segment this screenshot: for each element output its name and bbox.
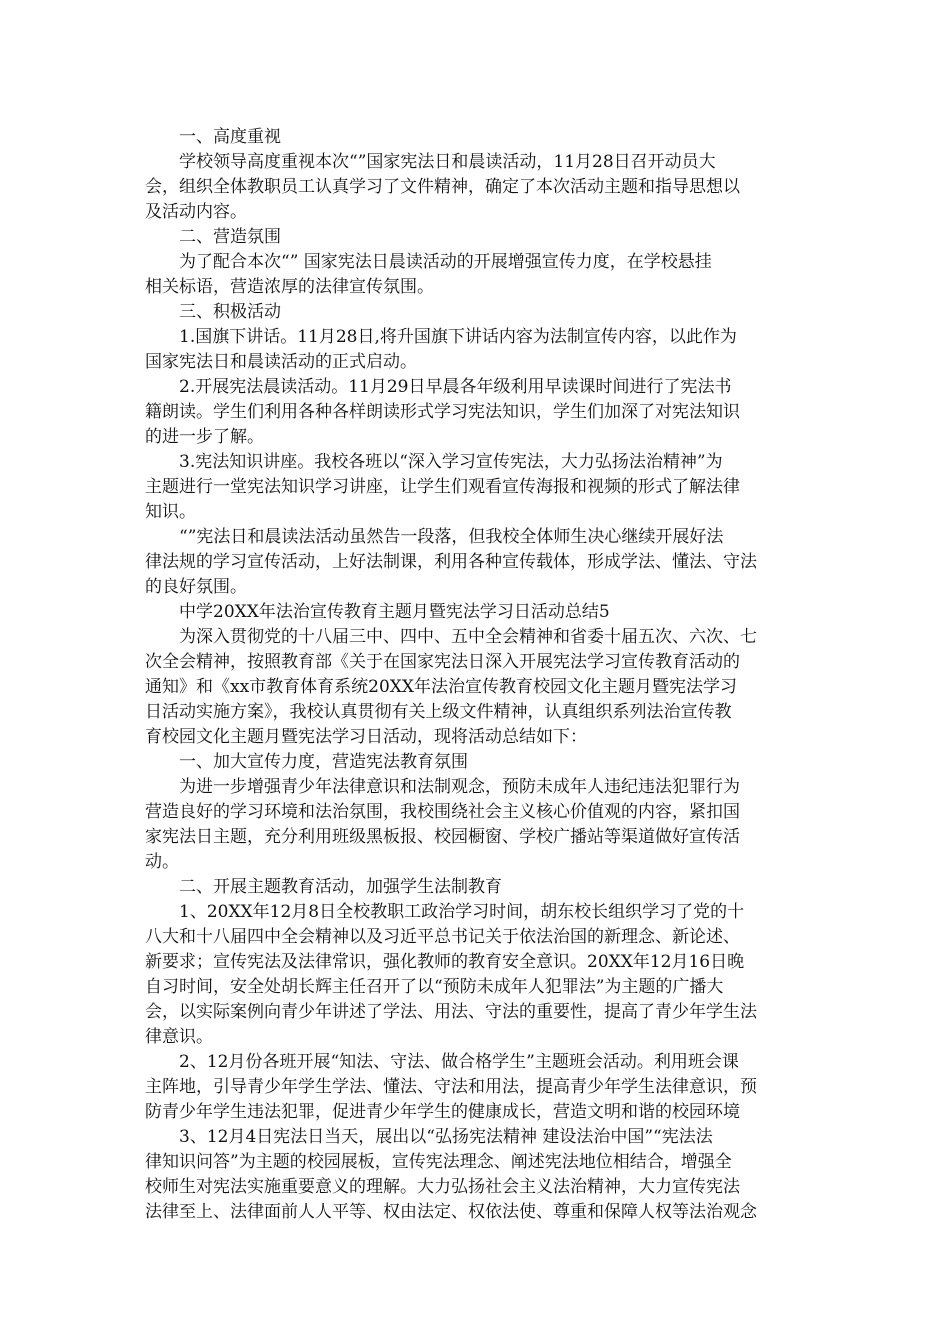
text-line: 次全会精神，按照教育部《关于在国家宪法日深入开展宪法学习宣传教育活动的 <box>145 652 740 672</box>
text-line: 3.宪法知识讲座。我校各班以“深入学习宣传宪法，大力弘扬法治精神”为 <box>179 452 723 472</box>
text-line: 2.开展宪法晨读活动。11月29日早晨各年级利用早读课时间进行了宪法书 <box>179 377 732 397</box>
text-line: 的良好氛围。 <box>145 577 247 597</box>
text-line: 会，组织全体教职员工认真学习了文件精神，确定了本次活动主题和指导思想以 <box>145 177 740 197</box>
text-line: 律知识问答”为主题的校园展板，宣传宪法理念、阐述宪法地位相结合，增强全 <box>145 1152 732 1172</box>
text-line: 主题进行一堂宪法知识学习讲座，让学生们观看宣传海报和视频的形式了解法律 <box>145 477 740 497</box>
text-line: 营造良好的学习环境和法治氛围，我校围绕社会主义核心价值观的内容，紧扣国 <box>145 802 740 822</box>
text-line: 1.国旗下讲话。11月28日,将升国旗下讲话内容为法制宣传内容，以此作为 <box>179 327 737 347</box>
text-line: 为深入贯彻党的十八届三中、四中、五中全会精神和省委十届五次、六次、七 <box>179 627 757 647</box>
text-line: 国家宪法日和晨读活动的正式启动。 <box>145 352 417 372</box>
text-line: 1、20XX年12月8日全校教职工政治学习时间，胡东校长组织学习了党的十 <box>179 902 745 922</box>
text-line: 自习时间，安全处胡长辉主任召开了以“预防未成年人犯罪法”为主题的广播大 <box>145 977 724 997</box>
text-line: 会，以实际案例向青少年讲述了学法、用法、守法的重要性，提高了青少年学生法 <box>145 1002 757 1022</box>
text-line: 相关标语，营造浓厚的法律宣传氛围。 <box>145 277 434 297</box>
text-line: 通知》和《xx市教育体育系统20XX年法治宣传教育校园文化主题月暨宪法学习 <box>145 677 738 697</box>
text-line: 的进一步了解。 <box>145 427 264 447</box>
text-line: 主阵地，引导青少年学生学法、懂法、守法和用法，提高青少年学生法律意识，预 <box>145 1077 757 1097</box>
text-line: 3、12月4日宪法日当天，展出以“弘扬宪法精神 建设法治中国”“宪法法 <box>179 1127 713 1147</box>
text-line: 为了配合本次“” 国家宪法日晨读活动的开展增强宣传力度，在学校悬挂 <box>179 252 712 272</box>
text-line: 籍朗读。学生们利用各种各样朗读形式学习宪法知识，学生们加深了对宪法知识 <box>145 402 740 422</box>
text-line: 法律至上、法律面前人人平等、权由法定、权依法使、尊重和保障人权等法治观念 <box>145 1202 757 1222</box>
text-line: 及活动内容。 <box>145 202 247 222</box>
text-line: 育校园文化主题月暨宪法学习日活动，现将活动总结如下： <box>145 727 587 747</box>
text-line: “”宪法日和晨读法活动虽然告一段落，但我校全体师生决心继续开展好法 <box>179 527 724 547</box>
text-line: 新要求；宣传宪法及法律常识，强化教师的教育安全意识。20XX年12月16日晚 <box>145 952 745 972</box>
text-line: 一、高度重视 <box>179 127 281 147</box>
text-line: 家宪法日主题，充分利用班级黑板报、校园橱窗、学校广播站等渠道做好宣传活 <box>145 827 740 847</box>
text-line: 二、开展主题教育活动，加强学生法制教育 <box>179 877 502 897</box>
text-line: 2、12月份各班开展“知法、守法、做合格学生”主题班会活动。利用班会课 <box>179 1052 739 1072</box>
text-line: 一、加大宣传力度，营造宪法教育氛围 <box>179 752 468 772</box>
text-line: 动。 <box>145 852 179 872</box>
text-line: 二、营造氛围 <box>179 227 281 247</box>
text-line: 校师生对宪法实施重要意义的理解。大力弘扬社会主义法治精神，大力宣传宪法 <box>145 1177 740 1197</box>
text-line: 学校领导高度重视本次“”国家宪法日和晨读活动，11月28日召开动员大 <box>179 152 716 172</box>
text-line: 为进一步增强青少年法律意识和法制观念，预防未成年人违纪违法犯罪行为 <box>179 777 740 797</box>
text-line: 八大和十八届四中全会精神以及习近平总书记关于依法治国的新理念、新论述、 <box>145 927 740 947</box>
text-line: 知识。 <box>145 502 196 522</box>
text-line: 三、积极活动 <box>179 302 281 322</box>
text-line: 律法规的学习宣传活动，上好法制课，利用各种宣传载体，形成学法、懂法、守法 <box>145 552 757 572</box>
text-line: 中学20XX年法治宣传教育主题月暨宪法学习日活动总结5 <box>179 602 610 622</box>
text-line: 日活动实施方案》，我校认真贯彻有关上级文件精神，认真组织系列法治宣传教 <box>145 702 732 722</box>
document-page <box>145 125 810 1225</box>
text-line: 律意识。 <box>145 1027 213 1047</box>
text-line: 防青少年学生违法犯罪，促进青少年学生的健康成长，营造文明和谐的校园环境 <box>145 1102 740 1122</box>
